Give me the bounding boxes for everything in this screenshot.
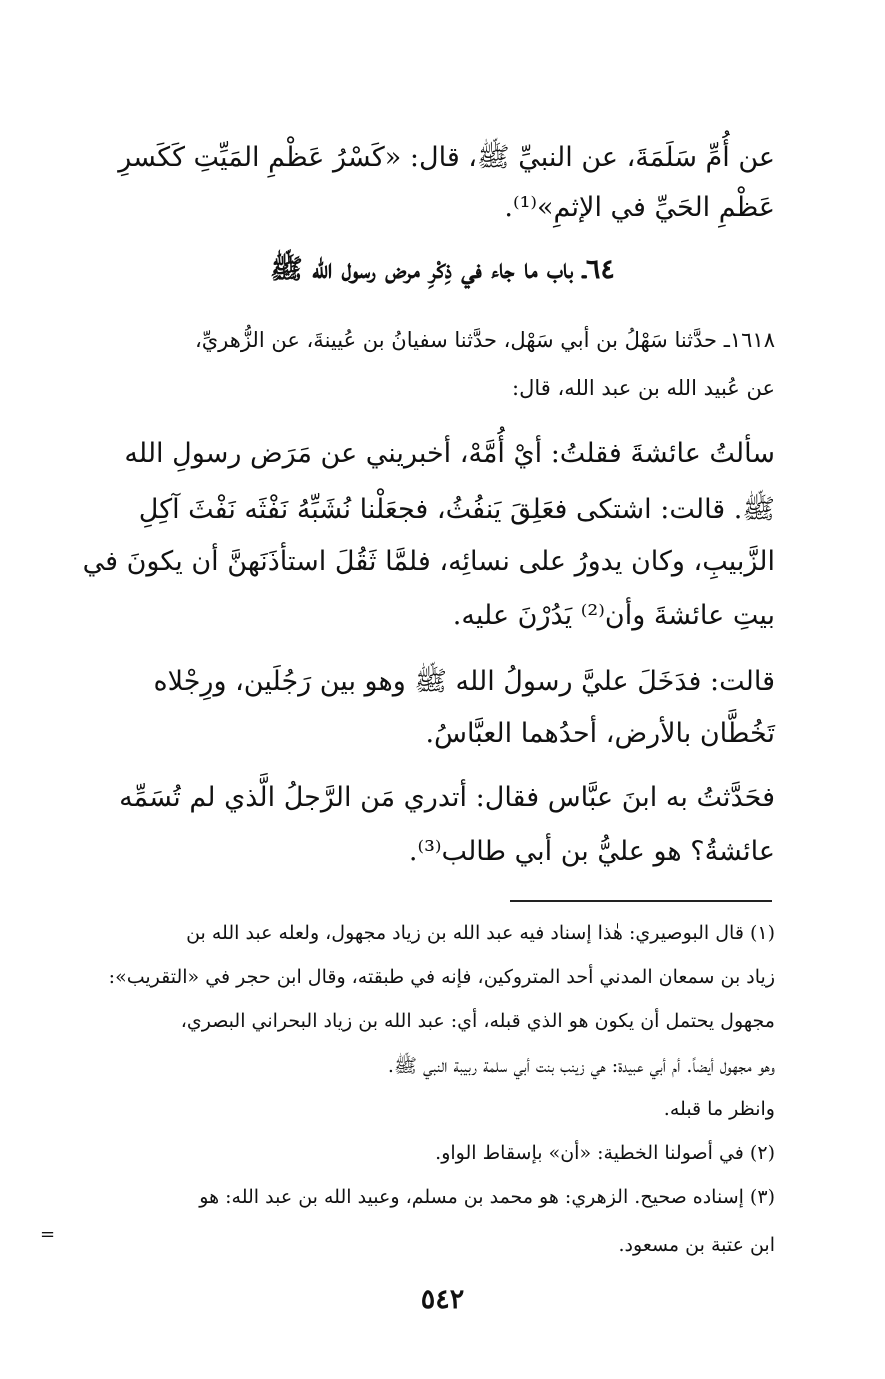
footnote-1-line-5: وانظر ما قبله. xyxy=(663,1098,775,1120)
footnote-1-line-1: (١) قال البوصيري: هٰذا إسناد فيه عبد الله بن زياد مجهول، ولعله عبد الله بن xyxy=(186,922,775,944)
footnote-3-line-2: ابن عتبة بن مسعود. xyxy=(618,1234,775,1256)
hadith-para3-line-1: فحَدَّثتُ به ابنَ عبَّاس فقال: أتدري مَن الرَّجلُ الَّذي لم تُسَمِّه xyxy=(119,782,775,813)
hadith-para1-line-3: الزَّبيبِ، وكان يدورُ على نسائِه، فلمَّا ثَقُلَ استأذَنَهنَّ أن يكونَ في xyxy=(82,546,775,577)
footnote-1-line-3: مجهول يحتمل أن يكون هو الذي قبله، أي: عبد الله بن زياد البحراني البصري، xyxy=(180,1010,775,1032)
footnote-1-line-2: زياد بن سمعان المدني أحد المتروكين، فإنه في طبقته، وقال ابن حجر في «التقريب»: xyxy=(108,966,775,988)
footnote-1-line-4: وهو مجهول أيضاً. أم أبي عبيدة: هي زينب بنت أبي سلمة ربيبة النبي ﷺ. xyxy=(387,1055,775,1077)
hadith-para1-line-1: سألتُ عائشةَ فقلتُ: أيْ أُمَّهْ، أخبريني عن مَرَض رسولِ الله xyxy=(124,438,775,469)
hadith-isnad-line-1: ١٦١٨ـ حدَّثنا سَهْلُ بن أبي سَهْل، حدَّثنا سفيانُ بن عُيينةَ، عن الزُّهريِّ، xyxy=(194,328,775,352)
hadith-para3-line-2: عائشةُ؟ هو عليُّ بن أبي طالب⁽³⁾. xyxy=(408,836,775,867)
hadith-para2-line-2: تَخُطَّان بالأرض، أحدُهما العبَّاسُ. xyxy=(425,718,775,749)
continuation-mark: = xyxy=(40,1224,56,1245)
page-number: ٥٤٢ xyxy=(420,1284,465,1315)
footnote-3-line-1: (٣) إسناده صحيح. الزهري: هو محمد بن مسلم، وعبيد الله بن عبد الله: هو xyxy=(199,1186,775,1208)
footnote-2: (٢) في أصولنا الخطية: «أن» بإسقاط الواو. xyxy=(435,1142,775,1164)
hadith-isnad-line-2: عن عُبيد الله بن عبد الله، قال: xyxy=(512,376,775,400)
footnote-separator xyxy=(510,900,772,902)
chapter-heading: ٦٤ـ باب ما جاء في ذِكْرِ مرض رسول الله ﷺ xyxy=(270,254,615,285)
intro-line-1: عن أُمِّ سَلَمَةَ، عن النبيِّ ﷺ، قال: «كَسْرُ عَظْمِ المَيِّتِ كَكَسرِ xyxy=(118,142,775,173)
hadith-para1-line-2: ﷺ. قالت: اشتكى فعَلِقَ يَنفُثُ، فجعَلْنا نُشَبِّهُ نَفْثَه نَفْثَ آكِلِ xyxy=(138,494,775,525)
hadith-para2-line-1: قالت: فدَخَلَ عليَّ رسولُ الله ﷺ وهو بين رَجُلَين، ورِجْلاه xyxy=(153,666,775,697)
hadith-para1-line-4: بيتِ عائشةَ وأن⁽²⁾ يَدُرْنَ عليه. xyxy=(452,600,775,631)
intro-line-2: عَظْمِ الحَيِّ في الإثمِ»⁽¹⁾. xyxy=(504,192,775,223)
